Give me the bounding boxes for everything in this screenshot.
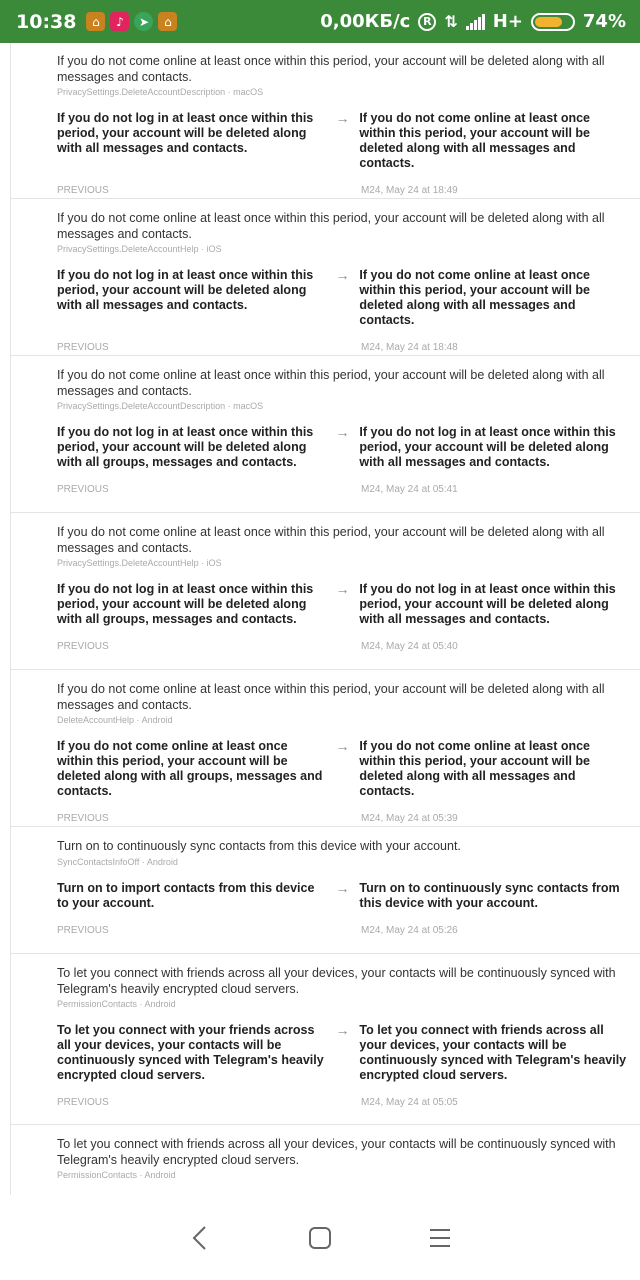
- item-meta: PrivacySettings.DeleteAccountHelp · iOS: [57, 558, 222, 568]
- new-text: If you do not come online at least once within this period, your account will be deleted along with all messages and contacts.: [359, 739, 591, 798]
- item-meta: SyncContactsInfoOff · Android: [57, 856, 178, 867]
- old-text: If you do not log in at least once within this period, your account will be deleted along with all messages and contacts.: [57, 111, 314, 155]
- history-item[interactable]: [11, 43, 640, 199]
- arrow-right-icon: →: [335, 738, 350, 754]
- change-date: M24, May 24 at 18:48: [361, 342, 458, 353]
- old-text: If you do not log in at least once within this period, your account will be deleted along with all groups, messages and contacts.: [57, 582, 314, 626]
- home-icon[interactable]: [304, 1222, 336, 1254]
- item-meta: PermissionContacts · Android: [57, 999, 176, 1009]
- status-time: 10:38: [16, 10, 77, 33]
- battery-icon: [531, 13, 575, 31]
- old-text: If you do not log in at least once within this period, your account will be deleted along with all groups, messages and contacts.: [57, 425, 314, 469]
- status-bar: [0, 0, 640, 43]
- item-title: To let you connect with friends across all your devices, your contacts will be continuously synced with Telegram's heavily encrypted cloud servers.: [57, 966, 616, 996]
- network-speed: 0,00КБ/с: [320, 11, 411, 32]
- history-item[interactable]: [11, 1125, 640, 1195]
- history-item[interactable]: [11, 199, 640, 356]
- item-meta: DeleteAccountHelp · Android: [57, 715, 173, 725]
- battery-percent: 74%: [582, 11, 626, 32]
- previous-label[interactable]: PREVIOUS: [57, 641, 109, 652]
- network-type: H+: [492, 11, 523, 32]
- data-transfer-icon: ⇅: [444, 12, 458, 31]
- old-text: If you do not log in at least once within this period, your account will be deleted along with all messages and contacts.: [57, 268, 314, 312]
- home-app-icon-2: ⌂: [158, 12, 177, 31]
- item-meta: PrivacySettings.DeleteAccountHelp · iOS: [57, 244, 222, 254]
- item-title: Turn on to continuously sync contacts from this device with your account.: [57, 839, 461, 853]
- history-item[interactable]: [11, 513, 640, 670]
- old-text: Turn on to import contacts from this device to your account.: [57, 880, 315, 910]
- new-text: To let you connect with friends across all your devices, your contacts will be continuously synced with Telegram's heavily encrypted cloud servers.: [359, 1023, 627, 1082]
- new-text: If you do not log in at least once within this period, your account will be deleted along with all messages and contacts.: [359, 582, 616, 626]
- new-text: If you do not come online at least once within this period, your account will be deleted along with all messages and contacts.: [359, 268, 591, 327]
- arrow-right-icon: →: [335, 1022, 350, 1038]
- telegram-icon: ➤: [134, 12, 153, 31]
- new-text: If you do not log in at least once within this period, your account will be deleted along with all messages and contacts.: [359, 425, 616, 469]
- arrow-right-icon: →: [335, 581, 350, 597]
- history-item[interactable]: [11, 954, 640, 1125]
- change-date: M24, May 24 at 05:05: [361, 1097, 458, 1108]
- arrow-right-icon: →: [335, 879, 350, 896]
- arrow-right-icon: →: [335, 424, 350, 440]
- change-date: M24, May 24 at 05:41: [361, 484, 458, 495]
- item-title: To let you connect with friends across all your devices, your contacts will be continuously synced with Telegram's heavily encrypted cloud servers.: [57, 1137, 616, 1167]
- previous-label[interactable]: PREVIOUS: [57, 813, 109, 824]
- previous-label[interactable]: PREVIOUS: [57, 484, 109, 495]
- old-text: If you do not come online at least once within this period, your account will be deleted along with all groups, messages and contacts.: [57, 739, 323, 798]
- signal-icon: [466, 14, 485, 30]
- old-text: To let you connect with your friends across all your devices, your contacts will be continuously synced with Telegram's heavily encrypted cloud servers.: [57, 1023, 324, 1082]
- previous-label[interactable]: PREVIOUS: [57, 924, 109, 936]
- home-app-icon: ⌂: [86, 12, 105, 31]
- item-meta: PermissionContacts · Android: [57, 1170, 176, 1180]
- arrow-right-icon: →: [335, 110, 350, 126]
- item-title: If you do not come online at least once within this period, your account will be deleted along with all messages and contacts.: [57, 525, 605, 555]
- history-item[interactable]: [11, 670, 640, 827]
- item-title: If you do not come online at least once within this period, your account will be deleted along with all messages and contacts.: [57, 211, 605, 241]
- item-meta: PrivacySettings.DeleteAccountDescription · macOS: [57, 401, 264, 411]
- change-date: M24, May 24 at 05:40: [361, 641, 458, 652]
- change-date: M24, May 24 at 05:39: [361, 813, 458, 824]
- previous-label[interactable]: PREVIOUS: [57, 342, 109, 353]
- history-item[interactable]: [11, 356, 640, 513]
- history-item[interactable]: [11, 827, 640, 954]
- change-date: M24, May 24 at 05:26: [361, 924, 458, 936]
- item-title: If you do not come online at least once within this period, your account will be deleted along with all messages and contacts.: [57, 682, 605, 712]
- item-title: If you do not come online at least once within this period, your account will be deleted along with all messages and contacts.: [57, 368, 605, 398]
- registered-icon: R: [418, 13, 436, 31]
- new-text: If you do not come online at least once within this period, your account will be deleted along with all messages and contacts.: [359, 111, 591, 170]
- back-icon[interactable]: [184, 1222, 216, 1254]
- change-date: M24, May 24 at 18:49: [361, 185, 458, 196]
- navigation-bar: [0, 1195, 640, 1280]
- previous-label[interactable]: PREVIOUS: [57, 185, 109, 196]
- item-meta: PrivacySettings.DeleteAccountDescription · macOS: [57, 87, 264, 97]
- tiktok-icon: ♪: [110, 12, 129, 31]
- new-text: Turn on to continuously sync contacts from this device with your account.: [359, 880, 620, 910]
- menu-icon[interactable]: [424, 1222, 456, 1254]
- item-title: If you do not come online at least once within this period, your account will be deleted along with all messages and contacts.: [57, 54, 605, 84]
- arrow-right-icon: →: [335, 267, 350, 283]
- translation-history-list[interactable]: [10, 43, 640, 1195]
- previous-label[interactable]: PREVIOUS: [57, 1097, 109, 1108]
